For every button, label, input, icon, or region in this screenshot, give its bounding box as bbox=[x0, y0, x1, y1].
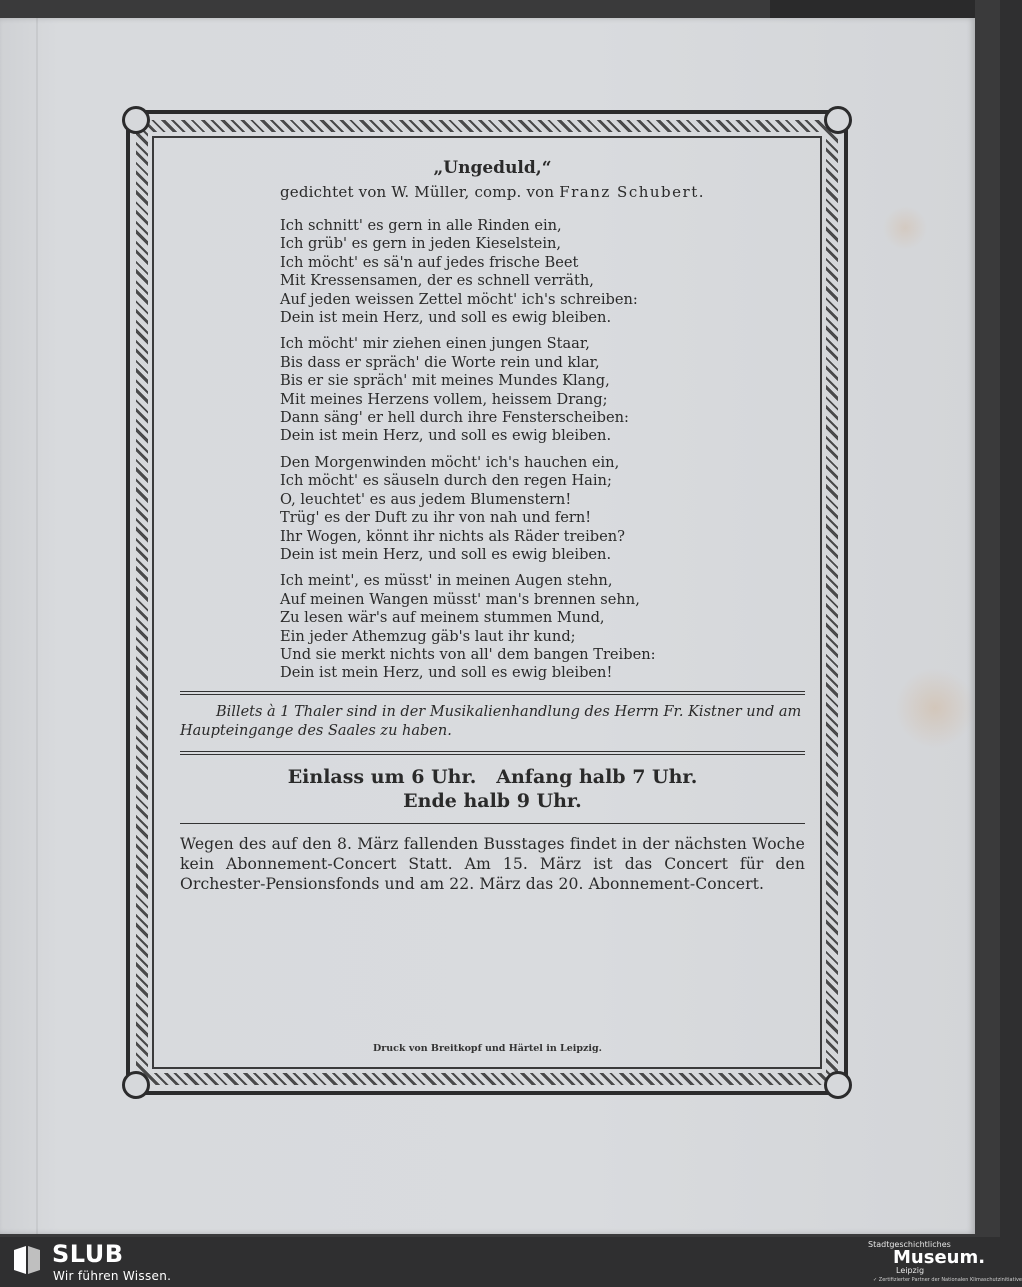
poem-line: Ich schnitt' es gern in alle Rinden ein, bbox=[280, 217, 562, 234]
poem-line: Mit meines Herzens vollem, heissem Drang; bbox=[280, 390, 608, 408]
double-rule bbox=[180, 691, 805, 695]
poem-line: Auf jeden weissen Zettel möcht' ich's schreiben: bbox=[280, 290, 638, 308]
museum-certificate: ✓ Zertifizierter Partner der Nationalen Klimaschutzinitiative bbox=[873, 1277, 1022, 1283]
poem-line: Dein ist mein Herz, und soll es ewig bleiben. bbox=[280, 309, 612, 327]
double-rule bbox=[180, 751, 805, 755]
poem-line: Dein ist mein Herz, und soll es ewig bleiben. bbox=[280, 545, 612, 563]
museum-label-top: Stadtgeschichtliches bbox=[868, 1240, 951, 1249]
poem-line: Ich grüb' es gern in jeden Kieselstein, bbox=[280, 235, 562, 253]
poem-attribution bbox=[180, 183, 805, 201]
poem-line: Zu lesen wär's auf meinem stummen Mund, bbox=[280, 609, 605, 627]
museum-wordmark[interactable]: Museum. bbox=[893, 1247, 986, 1268]
admission-line: Einlass um 6 Uhr. Anfang halb 7 Uhr. bbox=[287, 765, 698, 788]
single-rule bbox=[180, 823, 805, 824]
admission-times bbox=[180, 765, 805, 813]
poem-line: Ich möcht' es sä'n auf jedes frische Beet bbox=[280, 253, 579, 271]
poem-line: Ich möcht' es säuseln durch den regen Hain; bbox=[280, 472, 612, 490]
poem-line: Den Morgenwinden möcht' ich's hauchen ein, bbox=[280, 453, 620, 471]
border-corner-ornament bbox=[824, 1071, 852, 1099]
poem-line: Trüg' es der Duft zu ihr von nah und fern! bbox=[280, 509, 592, 527]
scan-edge-shadow bbox=[770, 0, 975, 18]
border-corner-ornament bbox=[824, 106, 852, 134]
poem-line: Ich meint', es müsst' in meinen Augen stehn, bbox=[280, 572, 613, 590]
poem-line: O, leuchtet' es aus jedem Blumenstern! bbox=[280, 490, 572, 508]
poem-line: Ich möcht' mir ziehen einen jungen Staar, bbox=[280, 335, 590, 353]
poem-stanza bbox=[280, 217, 805, 327]
poem-line: Dein ist mein Herz, und soll es ewig bleiben! bbox=[280, 664, 613, 682]
attribution-text: gedichtet von W. Müller, comp. von bbox=[280, 183, 555, 201]
poem-stanza bbox=[280, 572, 805, 682]
slub-logo-icon bbox=[12, 1244, 42, 1276]
composer-name: Franz Schubert. bbox=[559, 183, 705, 201]
poem-stanza bbox=[280, 454, 805, 564]
poem-line: Mit Kressensamen, der es schnell verräth, bbox=[280, 272, 594, 290]
poem-line: Bis dass er spräch' die Worte rein und klar, bbox=[280, 353, 600, 371]
border-corner-ornament bbox=[122, 106, 150, 134]
concert-notice: Wegen des auf den 8. März fallenden Busstages findet in der nächsten Woche kein Abonnement-Concert Statt. Am 15. März ist das Concert für den Orchester-Pensionsfonds und am 22. März das 20. Abonnement-Concert. bbox=[180, 834, 805, 893]
poem-line: Bis er sie spräch' mit meines Mundes Klang, bbox=[280, 372, 610, 390]
museum-city: Leipzig bbox=[896, 1266, 925, 1275]
poem-title: „Ungeduld,“ bbox=[433, 158, 552, 178]
poem-text bbox=[180, 217, 805, 683]
poem-line: Dann säng' er hell durch ihre Fensterscheiben: bbox=[280, 409, 629, 427]
document-content bbox=[180, 150, 805, 894]
slub-tagline: Wir führen Wissen. bbox=[53, 1269, 172, 1283]
end-time-line: Ende halb 9 Uhr. bbox=[403, 789, 582, 812]
poem-line: Ihr Wogen, könnt ihr nichts als Räder treiben? bbox=[280, 527, 625, 545]
poem-line: Ein jeder Athemzug gäb's laut ihr kund; bbox=[280, 627, 576, 645]
slub-wordmark[interactable]: SLUB bbox=[52, 1240, 124, 1268]
poem-line: Und sie merkt nichts von all' dem bangen Treiben: bbox=[280, 645, 656, 663]
poem-line: Auf meinen Wangen müsst' man's brennen sehn, bbox=[280, 590, 640, 608]
ticket-info: Billets à 1 Thaler sind in der Musikalienhandlung des Herrn Fr. Kistner und am Haupteingange des Saales zu haben. bbox=[180, 703, 802, 739]
printer-imprint: Druck von Breitkopf und Härtel in Leipzig. bbox=[373, 1043, 602, 1054]
poem-stanza bbox=[280, 335, 805, 445]
border-corner-ornament bbox=[122, 1071, 150, 1099]
poem-line: Dein ist mein Herz, und soll es ewig bleiben. bbox=[280, 427, 612, 445]
